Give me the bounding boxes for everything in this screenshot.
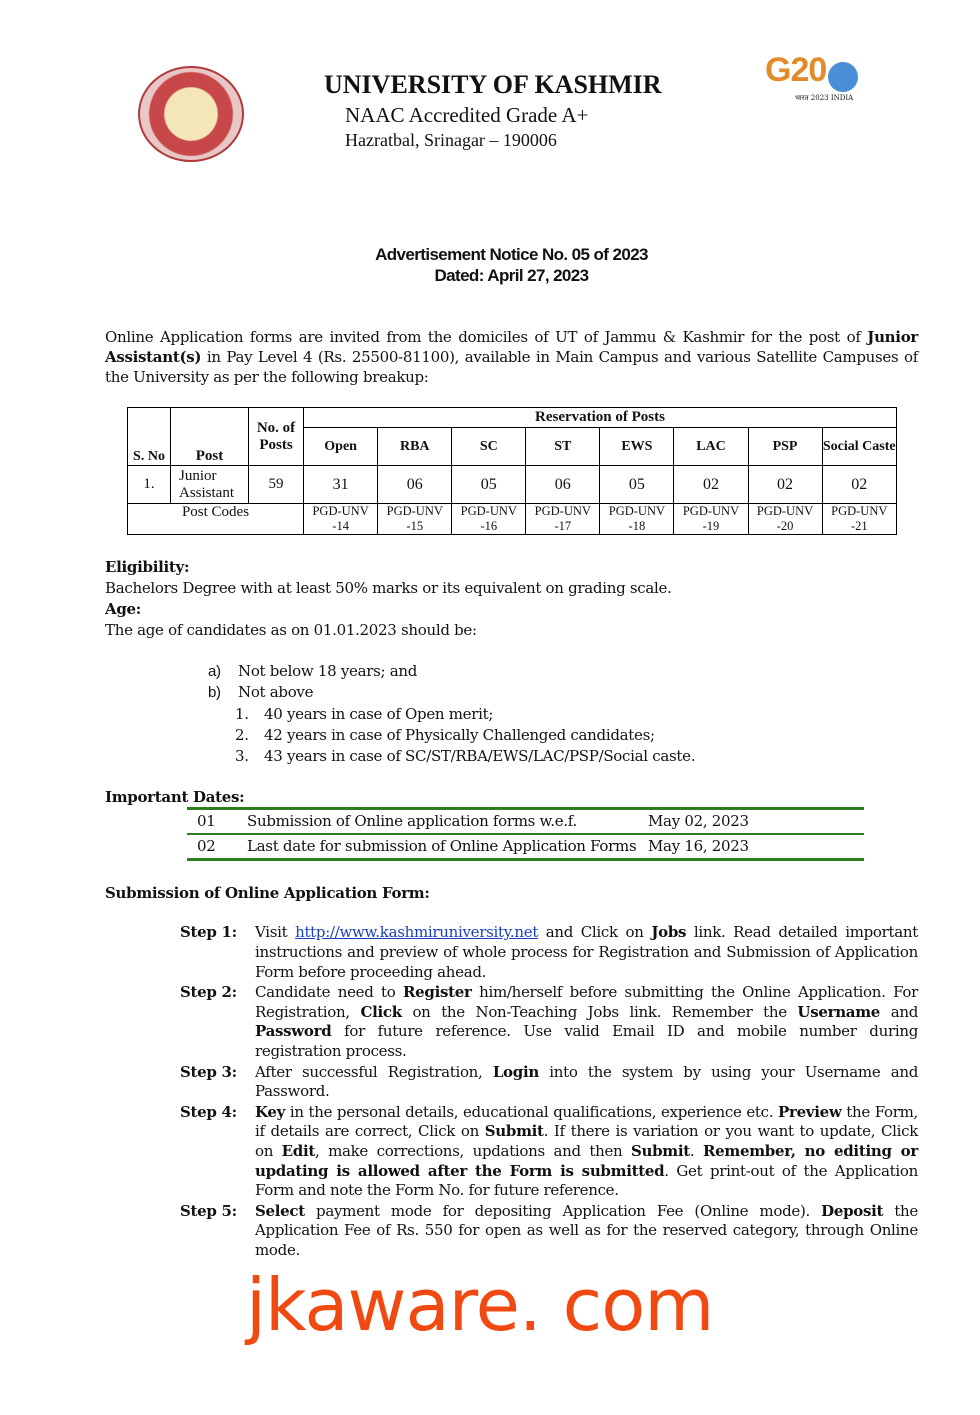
step-text: and Click on [538,923,652,942]
intro-text-2: in Pay Level 4 (Rs. 25500-81100), available in Main Campus and various Satellite Campuses of the University as per the following breakup: [105,348,918,386]
header-sno: S. No [128,408,171,466]
header-category: Open [304,428,378,466]
reservation-table [127,407,897,535]
marker: 2. [235,725,249,744]
step-text: , make corrections, updations and then [315,1142,631,1161]
age-item: Not above [238,683,314,702]
eligibility-section [105,557,918,641]
header-reservation: Reservation of Posts [304,408,897,428]
age-text: The age of candidates as on 01.01.2023 should be: [105,621,477,639]
step-emphasis: Edit [281,1142,316,1161]
step-item [180,1202,918,1261]
row-num: 59 [249,466,304,504]
steps-list [180,923,918,1260]
post-codes-label: Post Codes [128,504,304,535]
date-value: May 02, 2023 [648,812,749,831]
step-emphasis: Register [402,983,472,1002]
step-text: link. Read detailed important instructions and preview of whole process for Registration and Submission of Application Form before proceeding ahead. [255,923,918,981]
header-category: SC [452,428,526,466]
step-text: Get print-out of the Application Form and note the Form No. for future reference. [255,1161,918,1200]
accreditation: NAAC Accredited Grade A+ [345,103,589,127]
date-row [187,835,864,858]
step-label: Step 1: [180,923,237,942]
age-heading: Age: [105,600,142,618]
date-value: May 16, 2023 [648,837,749,856]
intro-paragraph [105,327,918,387]
post-code: PGD-UNV -21 [822,504,896,535]
row-post: Junior Assistant [171,466,249,504]
header-category: LAC [674,428,748,466]
reservation-value: 05 [452,466,526,504]
step-text: Visit [255,923,296,942]
marker: 3. [235,747,249,766]
step-text: . If there is variation or you want to update, Click on [255,1122,919,1161]
step-emphasis: Submit [630,1142,690,1161]
header-post: Post [171,408,249,466]
reservation-value: 06 [378,466,452,504]
post-code: PGD-UNV -16 [452,504,526,535]
step-item [180,983,918,1061]
g20-text: G20 [765,51,827,89]
post-code: PGD-UNV -18 [600,504,674,535]
reservation-value: 02 [674,466,748,504]
step-emphasis: Select [255,1201,305,1220]
age-limit-item: 43 years in case of SC/ST/RBA/EWS/LAC/PSP/Social caste. [264,747,696,766]
step-item [180,1063,918,1102]
step-text: him/herself before submitting the Online Application. For Registration, [255,983,918,1021]
step-emphasis: Deposit [821,1201,884,1220]
step-emphasis: Click [360,1002,402,1021]
notice-date: Dated: April 27, 2023 [434,266,589,285]
step-emphasis: Preview [777,1102,842,1121]
eligibility-text: Bachelors Degree with at least 50% marks or its equivalent on grading scale. [105,579,672,597]
step-label: Step 5: [180,1201,237,1220]
post-name: Junior Assistant(s) [105,328,918,366]
age-limit-item: 40 years in case of Open merit; [264,704,494,723]
date-num: 01 [197,812,216,831]
reservation-value: 05 [600,466,674,504]
g20-tagline: भारत 2023 INDIA [795,94,854,102]
step-emphasis: Jobs [651,923,687,942]
step-emphasis: Remember, no editing or updating is allowed after the Form is submitted [255,1142,918,1180]
header-category: PSP [748,428,822,466]
dates-heading: Important Dates: [105,788,245,807]
step-label: Step 4: [180,1102,237,1121]
step-text: . [689,1142,703,1161]
age-item: Not below 18 years; and [238,662,418,680]
date-row [187,810,864,833]
step-emphasis: Password [255,1022,332,1041]
step-text: After successful Registration, [255,1062,493,1081]
step-text: . [664,1161,669,1180]
document-body [105,244,918,1347]
post-code: PGD-UNV -14 [304,504,378,535]
reservation-value: 31 [304,466,378,504]
intro-text: Online Application forms are invited from the domiciles of UT of Jammu & Kashmir for the post of [105,328,868,346]
date-desc: Submission of Online application forms w.e.f. [247,812,577,831]
marker: 1. [235,704,249,723]
date-num: 02 [197,837,216,856]
header-category: RBA [378,428,452,466]
step-text: and [880,1002,918,1021]
post-code: PGD-UNV -15 [378,504,452,535]
reservation-value: 02 [748,466,822,504]
step-text: for future reference. Use valid Email ID and mobile number during registration process. [255,1022,918,1061]
post-code: PGD-UNV -20 [748,504,822,535]
g20-logo [765,52,905,103]
eligibility-heading: Eligibility: [105,558,190,576]
step-label: Step 3: [180,1062,237,1081]
header-category: EWS [600,428,674,466]
notice-number: Advertisement Notice No. 05 of 2023 [375,245,648,264]
step-text: into the system by using your Username and Password. [255,1062,919,1101]
date-desc: Last date for submission of Online Application Forms [247,837,637,856]
row-sno: 1. [128,466,171,504]
step-text: the Application Fee of Rs. 550 for open as well as for the reserved category, through Online mode. [255,1201,918,1259]
submission-heading: Submission of Online Application Form: [105,884,430,903]
step-text: payment mode for depositing Application Fee (Online mode). [304,1201,822,1220]
dates-table [187,807,864,861]
post-code: PGD-UNV -17 [526,504,600,535]
step-text: on the Non-Teaching Jobs link. Remember the [401,1002,798,1021]
header-category: ST [526,428,600,466]
step-item [180,923,918,982]
step-text: Candidate need to [255,983,403,1002]
step-label: Step 2: [180,983,237,1002]
step-text: the Form, if details are correct, Click on [255,1102,918,1141]
post-code: PGD-UNV -19 [674,504,748,535]
header-category: Social Caste [822,428,896,466]
reservation-value: 06 [526,466,600,504]
marker: b) [208,684,221,702]
step-emphasis: Username [797,1002,881,1021]
step-emphasis: Login [492,1062,539,1081]
step-text: in the personal details, educational qualifications, experience etc. [285,1102,778,1121]
reservation-value: 02 [822,466,896,504]
university-title: UNIVERSITY OF KASHMIR [324,70,662,99]
marker: a) [208,663,221,680]
age-list [208,661,918,767]
address: Hazratbal, Srinagar – 190006 [345,130,557,150]
university-website-link[interactable]: http://www.kashmiruniversity.net [295,923,539,942]
age-limit-item: 42 years in case of Physically Challenged candidates; [264,725,655,744]
header-num-posts: No. of Posts [249,408,304,466]
watermark: jkaware. com [246,1262,714,1347]
step-emphasis: Key [255,1102,286,1121]
globe-icon [828,62,858,92]
step-emphasis: Submit [484,1122,544,1141]
step-item [180,1103,918,1201]
university-emblem [138,66,244,162]
